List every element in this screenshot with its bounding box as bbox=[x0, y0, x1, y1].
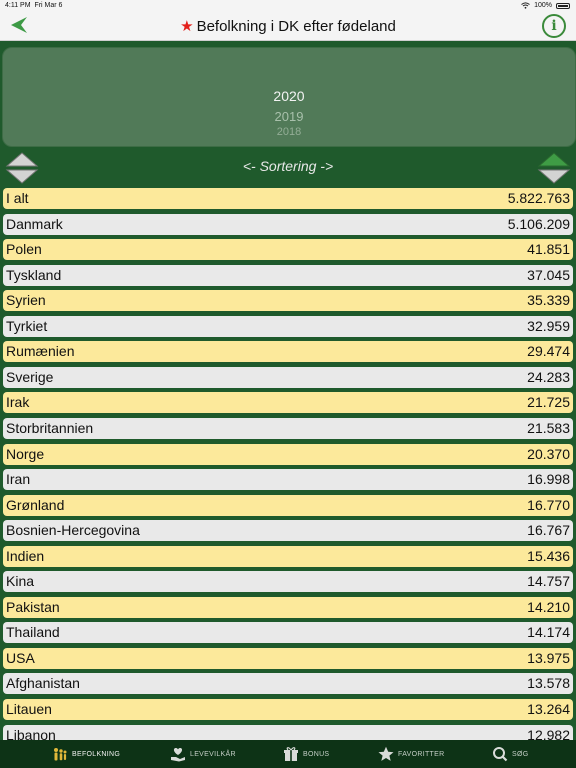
page-title-text: Befolkning i DK efter fødeland bbox=[196, 18, 396, 35]
heart-hand-icon bbox=[170, 746, 186, 762]
country-name: Pakistan bbox=[6, 598, 60, 615]
population-value: 21.583 bbox=[527, 419, 570, 436]
population-value: 35.339 bbox=[527, 292, 570, 309]
sort-label: <- Sortering -> bbox=[242, 158, 334, 174]
status-date: Fri Mar 6 bbox=[34, 2, 63, 9]
population-value: 14.174 bbox=[527, 624, 570, 641]
country-name: Syrien bbox=[6, 292, 46, 309]
info-icon[interactable]: i bbox=[542, 14, 566, 38]
population-value: 24.283 bbox=[527, 368, 570, 385]
status-right bbox=[521, 2, 570, 9]
sort-updown-right-icon[interactable] bbox=[537, 151, 571, 185]
page-title bbox=[0, 17, 576, 35]
population-value: 5.822.763 bbox=[507, 190, 570, 206]
list-item[interactable] bbox=[3, 341, 573, 362]
country-name: Bosnien-Hercegovina bbox=[6, 522, 140, 539]
population-value: 16.998 bbox=[527, 471, 570, 488]
list-item[interactable] bbox=[3, 648, 573, 669]
list-item[interactable] bbox=[3, 265, 573, 286]
country-name: Litauen bbox=[6, 701, 52, 717]
tab-gift[interactable] bbox=[283, 740, 329, 768]
country-name: Sverige bbox=[6, 368, 54, 385]
country-list[interactable] bbox=[0, 186, 576, 740]
population-value: 16.770 bbox=[527, 496, 570, 513]
battery-icon bbox=[556, 3, 570, 9]
population-value: 16.767 bbox=[527, 522, 570, 539]
country-name: Thailand bbox=[6, 624, 60, 641]
tab-bar bbox=[0, 740, 576, 768]
population-value: 20.370 bbox=[527, 445, 570, 462]
tab-star[interactable] bbox=[378, 740, 444, 768]
population-value: 21.725 bbox=[527, 394, 570, 411]
list-item[interactable] bbox=[3, 239, 573, 260]
list-item[interactable] bbox=[3, 546, 573, 567]
population-value: 37.045 bbox=[527, 266, 570, 283]
status-bar bbox=[0, 0, 576, 12]
list-item[interactable] bbox=[3, 316, 573, 337]
population-value: 5.106.209 bbox=[507, 215, 570, 232]
tab-label: BONUS bbox=[303, 750, 330, 758]
status-time-date bbox=[5, 2, 62, 9]
list-item[interactable] bbox=[3, 495, 573, 516]
people-icon bbox=[52, 746, 68, 762]
tab-heart-hand[interactable] bbox=[170, 740, 236, 768]
list-item[interactable] bbox=[3, 571, 573, 592]
wifi-icon bbox=[521, 2, 530, 9]
country-name: Norge bbox=[6, 445, 45, 462]
tab-label: BEFOLKNING bbox=[72, 750, 121, 758]
country-name: Libanon bbox=[6, 726, 56, 740]
tab-label: FAVORITTER bbox=[398, 750, 445, 758]
tab-people[interactable] bbox=[52, 740, 120, 768]
country-name: Kina bbox=[6, 573, 35, 590]
tab-search[interactable] bbox=[492, 740, 528, 768]
list-item[interactable] bbox=[3, 597, 573, 618]
country-name: Rumænien bbox=[6, 343, 75, 360]
list-item[interactable] bbox=[3, 290, 573, 311]
tab-label: LEVEVILKÅR bbox=[190, 750, 236, 758]
country-name: Grønland bbox=[6, 496, 65, 513]
country-name: Tyskland bbox=[6, 266, 62, 283]
list-item[interactable] bbox=[3, 214, 573, 235]
population-value: 41.851 bbox=[527, 241, 570, 258]
population-value: 13.578 bbox=[527, 675, 570, 692]
country-name: Irak bbox=[6, 394, 30, 411]
favorite-star-icon[interactable]: ★ bbox=[180, 18, 194, 35]
sort-bar bbox=[0, 150, 576, 184]
list-item[interactable] bbox=[3, 673, 573, 694]
population-value: 32.959 bbox=[527, 317, 570, 334]
country-name: Afghanistan bbox=[6, 675, 80, 692]
list-item[interactable] bbox=[3, 469, 573, 490]
population-value: 13.975 bbox=[527, 649, 570, 666]
year-option[interactable]: 2018 bbox=[276, 126, 302, 138]
country-name: Polen bbox=[6, 241, 42, 258]
tab-label: SØG bbox=[512, 750, 529, 758]
list-item[interactable] bbox=[3, 725, 573, 740]
population-value: 14.757 bbox=[527, 573, 570, 590]
gift-icon bbox=[283, 746, 299, 762]
population-value: 15.436 bbox=[527, 547, 570, 564]
country-name: Indien bbox=[6, 547, 45, 564]
nav-bar bbox=[0, 12, 576, 41]
list-item[interactable] bbox=[3, 418, 573, 439]
list-item[interactable] bbox=[3, 444, 573, 465]
year-option-selected[interactable]: 2020 bbox=[273, 88, 305, 104]
country-name: Tyrkiet bbox=[6, 317, 48, 334]
list-item[interactable] bbox=[3, 622, 573, 643]
list-item[interactable] bbox=[3, 188, 573, 209]
list-item[interactable] bbox=[3, 699, 573, 720]
population-value: 29.474 bbox=[527, 343, 570, 360]
country-name: Danmark bbox=[6, 215, 63, 232]
country-name: USA bbox=[6, 649, 35, 666]
population-value: 14.210 bbox=[527, 598, 570, 615]
year-option[interactable]: 2019 bbox=[274, 109, 304, 124]
population-value: 12.982 bbox=[527, 726, 570, 740]
country-name: I alt bbox=[6, 190, 29, 206]
population-value: 13.264 bbox=[527, 701, 570, 717]
status-time: 4:11 PM bbox=[5, 2, 31, 9]
year-picker[interactable] bbox=[2, 47, 576, 147]
search-icon bbox=[492, 746, 508, 762]
list-item[interactable] bbox=[3, 392, 573, 413]
star-icon bbox=[378, 746, 394, 762]
country-name: Storbritannien bbox=[6, 419, 94, 436]
country-name: Iran bbox=[6, 471, 31, 488]
list-item[interactable] bbox=[3, 367, 573, 388]
battery-percent: 100% bbox=[534, 2, 552, 9]
list-item[interactable] bbox=[3, 520, 573, 541]
